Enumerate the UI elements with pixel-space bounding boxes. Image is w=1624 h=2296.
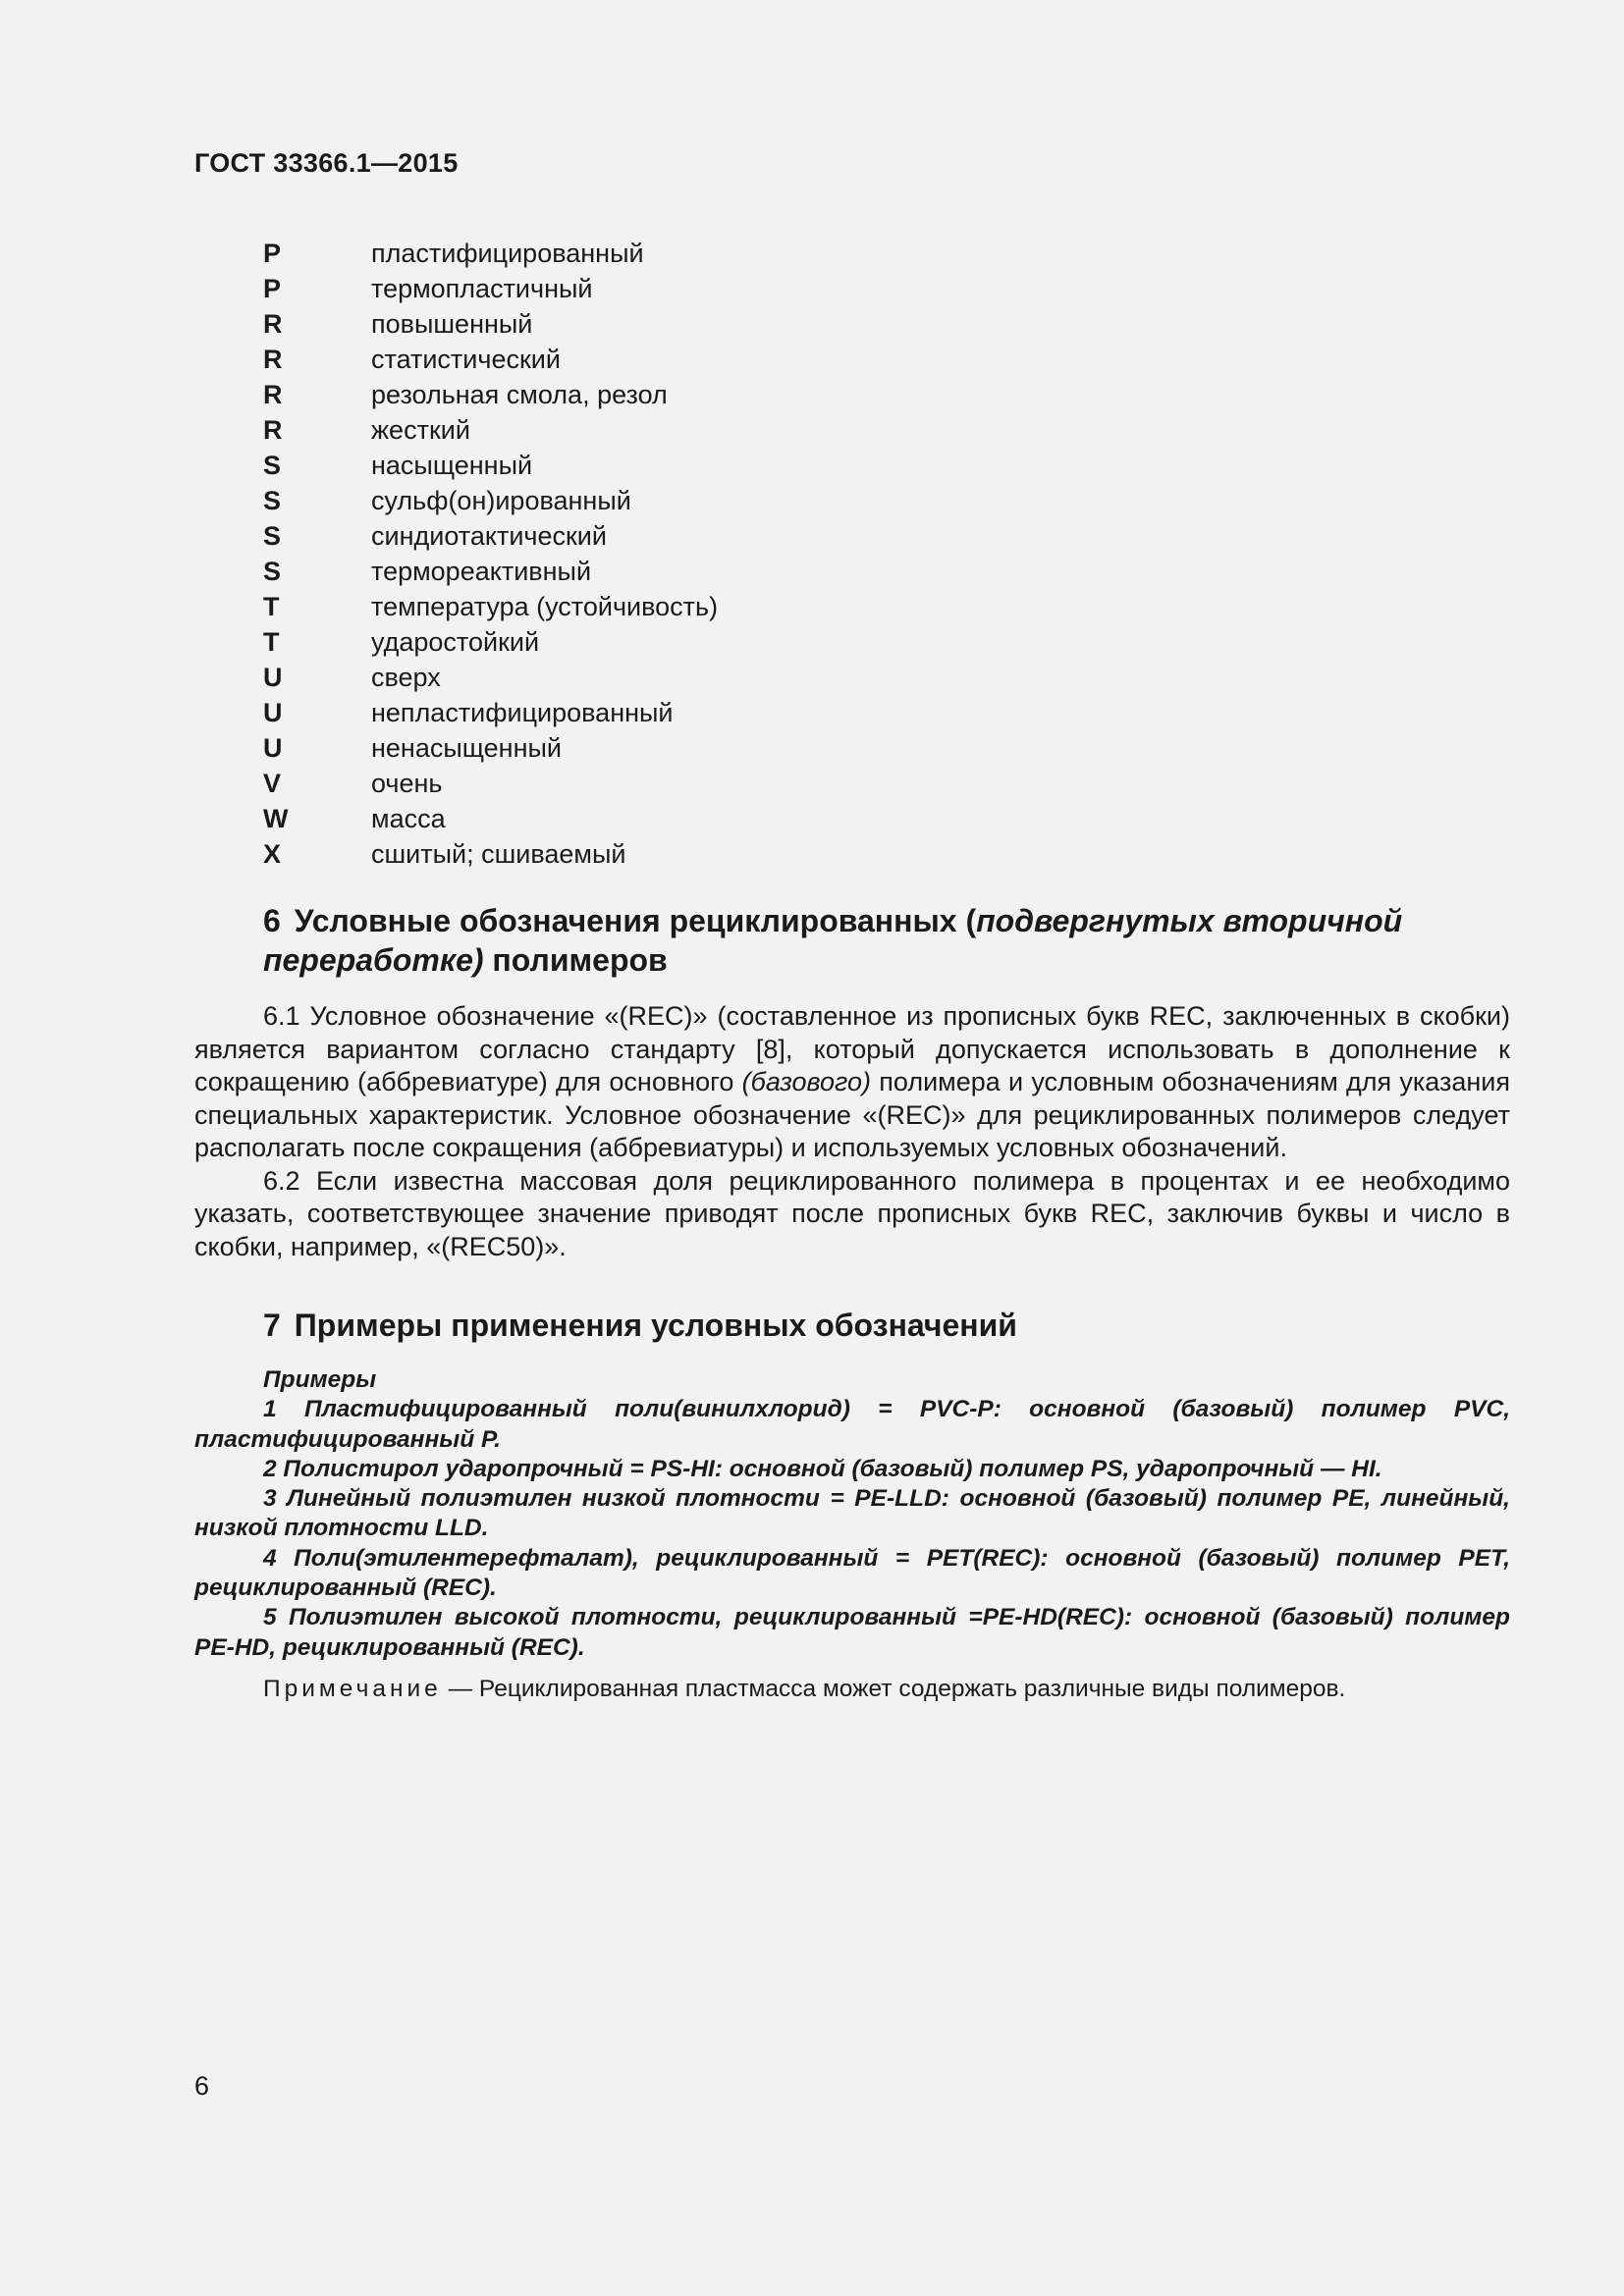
abbreviation-row xyxy=(263,448,718,483)
abbreviation-row xyxy=(263,483,718,518)
example-item: 3 Линейный полиэтилен низкой плотности = PE-LLD: основной (базовый) полимер PE, линейный, низкой плотности LLD. xyxy=(194,1485,1510,1542)
abbreviation-code: R xyxy=(263,380,283,409)
abbreviation-row xyxy=(263,589,718,624)
abbreviation-row xyxy=(263,660,718,695)
section-7-title-text: Примеры применения условных обозначений xyxy=(294,1308,1017,1343)
abbreviation-row xyxy=(263,518,718,554)
section-6-body xyxy=(194,1000,1510,1263)
abbreviation-meaning: сульф(он)ированный xyxy=(371,486,631,515)
paragraph-6-1-text-b: полимера и условным обозначениям для указания специальных характеристик. Условное обозначение «(REC)» для рециклированных полимеров следует располагать после сокращения (аббревиатуры) и используемых условных обозначений. xyxy=(194,1067,1510,1162)
abbreviation-meaning: непластифицированный xyxy=(371,698,674,727)
abbreviation-meaning: насыщенный xyxy=(371,451,533,480)
abbreviation-meaning: очень xyxy=(371,769,443,798)
abbreviation-meaning: ненасыщенный xyxy=(371,733,562,763)
abbreviation-row xyxy=(263,271,718,306)
abbreviation-code: W xyxy=(263,804,289,833)
abbreviation-meaning: резольная смола, резол xyxy=(371,380,668,409)
abbreviation-code: R xyxy=(263,415,283,445)
abbreviation-code: U xyxy=(263,663,283,692)
abbreviation-row xyxy=(263,554,718,589)
abbreviation-code: S xyxy=(263,557,282,586)
abbreviation-meaning: статистический xyxy=(371,345,561,374)
abbreviation-row xyxy=(263,766,718,801)
abbreviation-meaning: масса xyxy=(371,804,446,833)
abbreviation-meaning: ударостойкий xyxy=(371,627,540,657)
abbreviation-code: R xyxy=(263,309,283,339)
paragraph-6-2: 6.2 Если известна массовая доля рециклированного полимера в процентах и ее необходимо указать, соответствующее значение приводят после прописных букв REC, заключив буквы и число в скобки, например, «(REC50)». xyxy=(194,1165,1510,1261)
abbreviation-code: S xyxy=(263,451,282,480)
abbreviation-meaning: жесткий xyxy=(371,415,470,445)
note-text: — Рециклированная пластмасса может содержать различные виды полимеров. xyxy=(441,1676,1346,1702)
paragraph-6-1-text-a: 6.1 Условное обозначение «(REC)» (составленное из прописных букв REC, заключенных в скобки) является вариантом согласно стандарту [8], который допускается использовать в дополнение к сокращению (аббревиатуре) для основного xyxy=(194,1001,1510,1096)
abbreviation-row xyxy=(263,306,718,342)
paragraph-6-1-italic: (базового) xyxy=(741,1067,872,1096)
document-header: ГОСТ 33366.1—2015 xyxy=(194,148,459,178)
abbreviation-code: V xyxy=(263,769,282,798)
abbreviation-code: S xyxy=(263,486,282,515)
abbreviation-meaning: сверх xyxy=(371,663,441,692)
abbreviation-code: S xyxy=(263,521,282,551)
abbreviation-code: P xyxy=(263,274,282,303)
abbreviation-row xyxy=(263,836,718,872)
section-6-title-italic: подвергнутых вторичной переработке) xyxy=(263,903,1403,978)
abbreviation-row xyxy=(263,412,718,448)
abbreviation-meaning: синдиотактический xyxy=(371,521,607,551)
abbreviation-row xyxy=(263,236,718,271)
abbreviation-meaning: термореактивный xyxy=(371,557,592,586)
abbreviation-row xyxy=(263,377,718,412)
abbreviation-row xyxy=(263,695,718,730)
section-6-title-part2: полимеров xyxy=(483,942,668,978)
section-6-number: 6 xyxy=(263,903,281,938)
section-6-title xyxy=(263,901,1510,980)
section-7-number: 7 xyxy=(263,1308,281,1343)
abbreviation-meaning: термопластичный xyxy=(371,274,593,303)
abbreviation-code: X xyxy=(263,839,282,869)
abbreviation-row xyxy=(263,624,718,660)
abbreviation-meaning: повышенный xyxy=(371,309,533,339)
abbreviation-code: P xyxy=(263,239,282,268)
abbreviation-code: R xyxy=(263,345,283,374)
note-label: Примечание xyxy=(263,1676,442,1702)
abbreviation-code: T xyxy=(263,592,280,621)
example-item: 4 Поли(этилентерефталат), рециклированный = PET(REC): основной (базовый) полимер PET, рециклированный (REC). xyxy=(194,1544,1510,1602)
paragraph-6-1 xyxy=(194,1000,1510,1165)
note xyxy=(263,1675,1345,1704)
abbreviation-code: U xyxy=(263,733,283,763)
section-7-title xyxy=(263,1306,1510,1345)
abbreviation-list xyxy=(263,236,718,872)
abbreviation-row xyxy=(263,801,718,836)
section-6-title-part1: Условные обозначения рециклированных ( xyxy=(294,903,977,938)
abbreviation-meaning: сшитый; сшиваемый xyxy=(371,839,626,869)
abbreviation-row xyxy=(263,342,718,377)
examples-heading: Примеры xyxy=(263,1366,377,1393)
abbreviation-meaning: температура (устойчивость) xyxy=(371,592,719,621)
abbreviation-meaning: пластифицированный xyxy=(371,239,644,268)
examples-block xyxy=(194,1365,1510,1663)
abbreviation-row xyxy=(263,730,718,766)
example-item: 1 Пластифицированный поли(винилхлорид) = PVC-P: основной (базовый) полимер PVC, пластифицированный P. xyxy=(194,1396,1510,1453)
abbreviation-code: U xyxy=(263,698,283,727)
abbreviation-code: T xyxy=(263,627,280,657)
page-number: 6 xyxy=(194,2071,210,2101)
example-item: 2 Полистирол ударопрочный = PS-HI: основной (базовый) полимер PS, ударопрочный — HI. xyxy=(263,1455,1382,1482)
example-item: 5 Полиэтилен высокой плотности, рециклированный =PE-HD(REC): основной (базовый) полимер PE-HD, рециклированный (REC). xyxy=(194,1604,1510,1661)
